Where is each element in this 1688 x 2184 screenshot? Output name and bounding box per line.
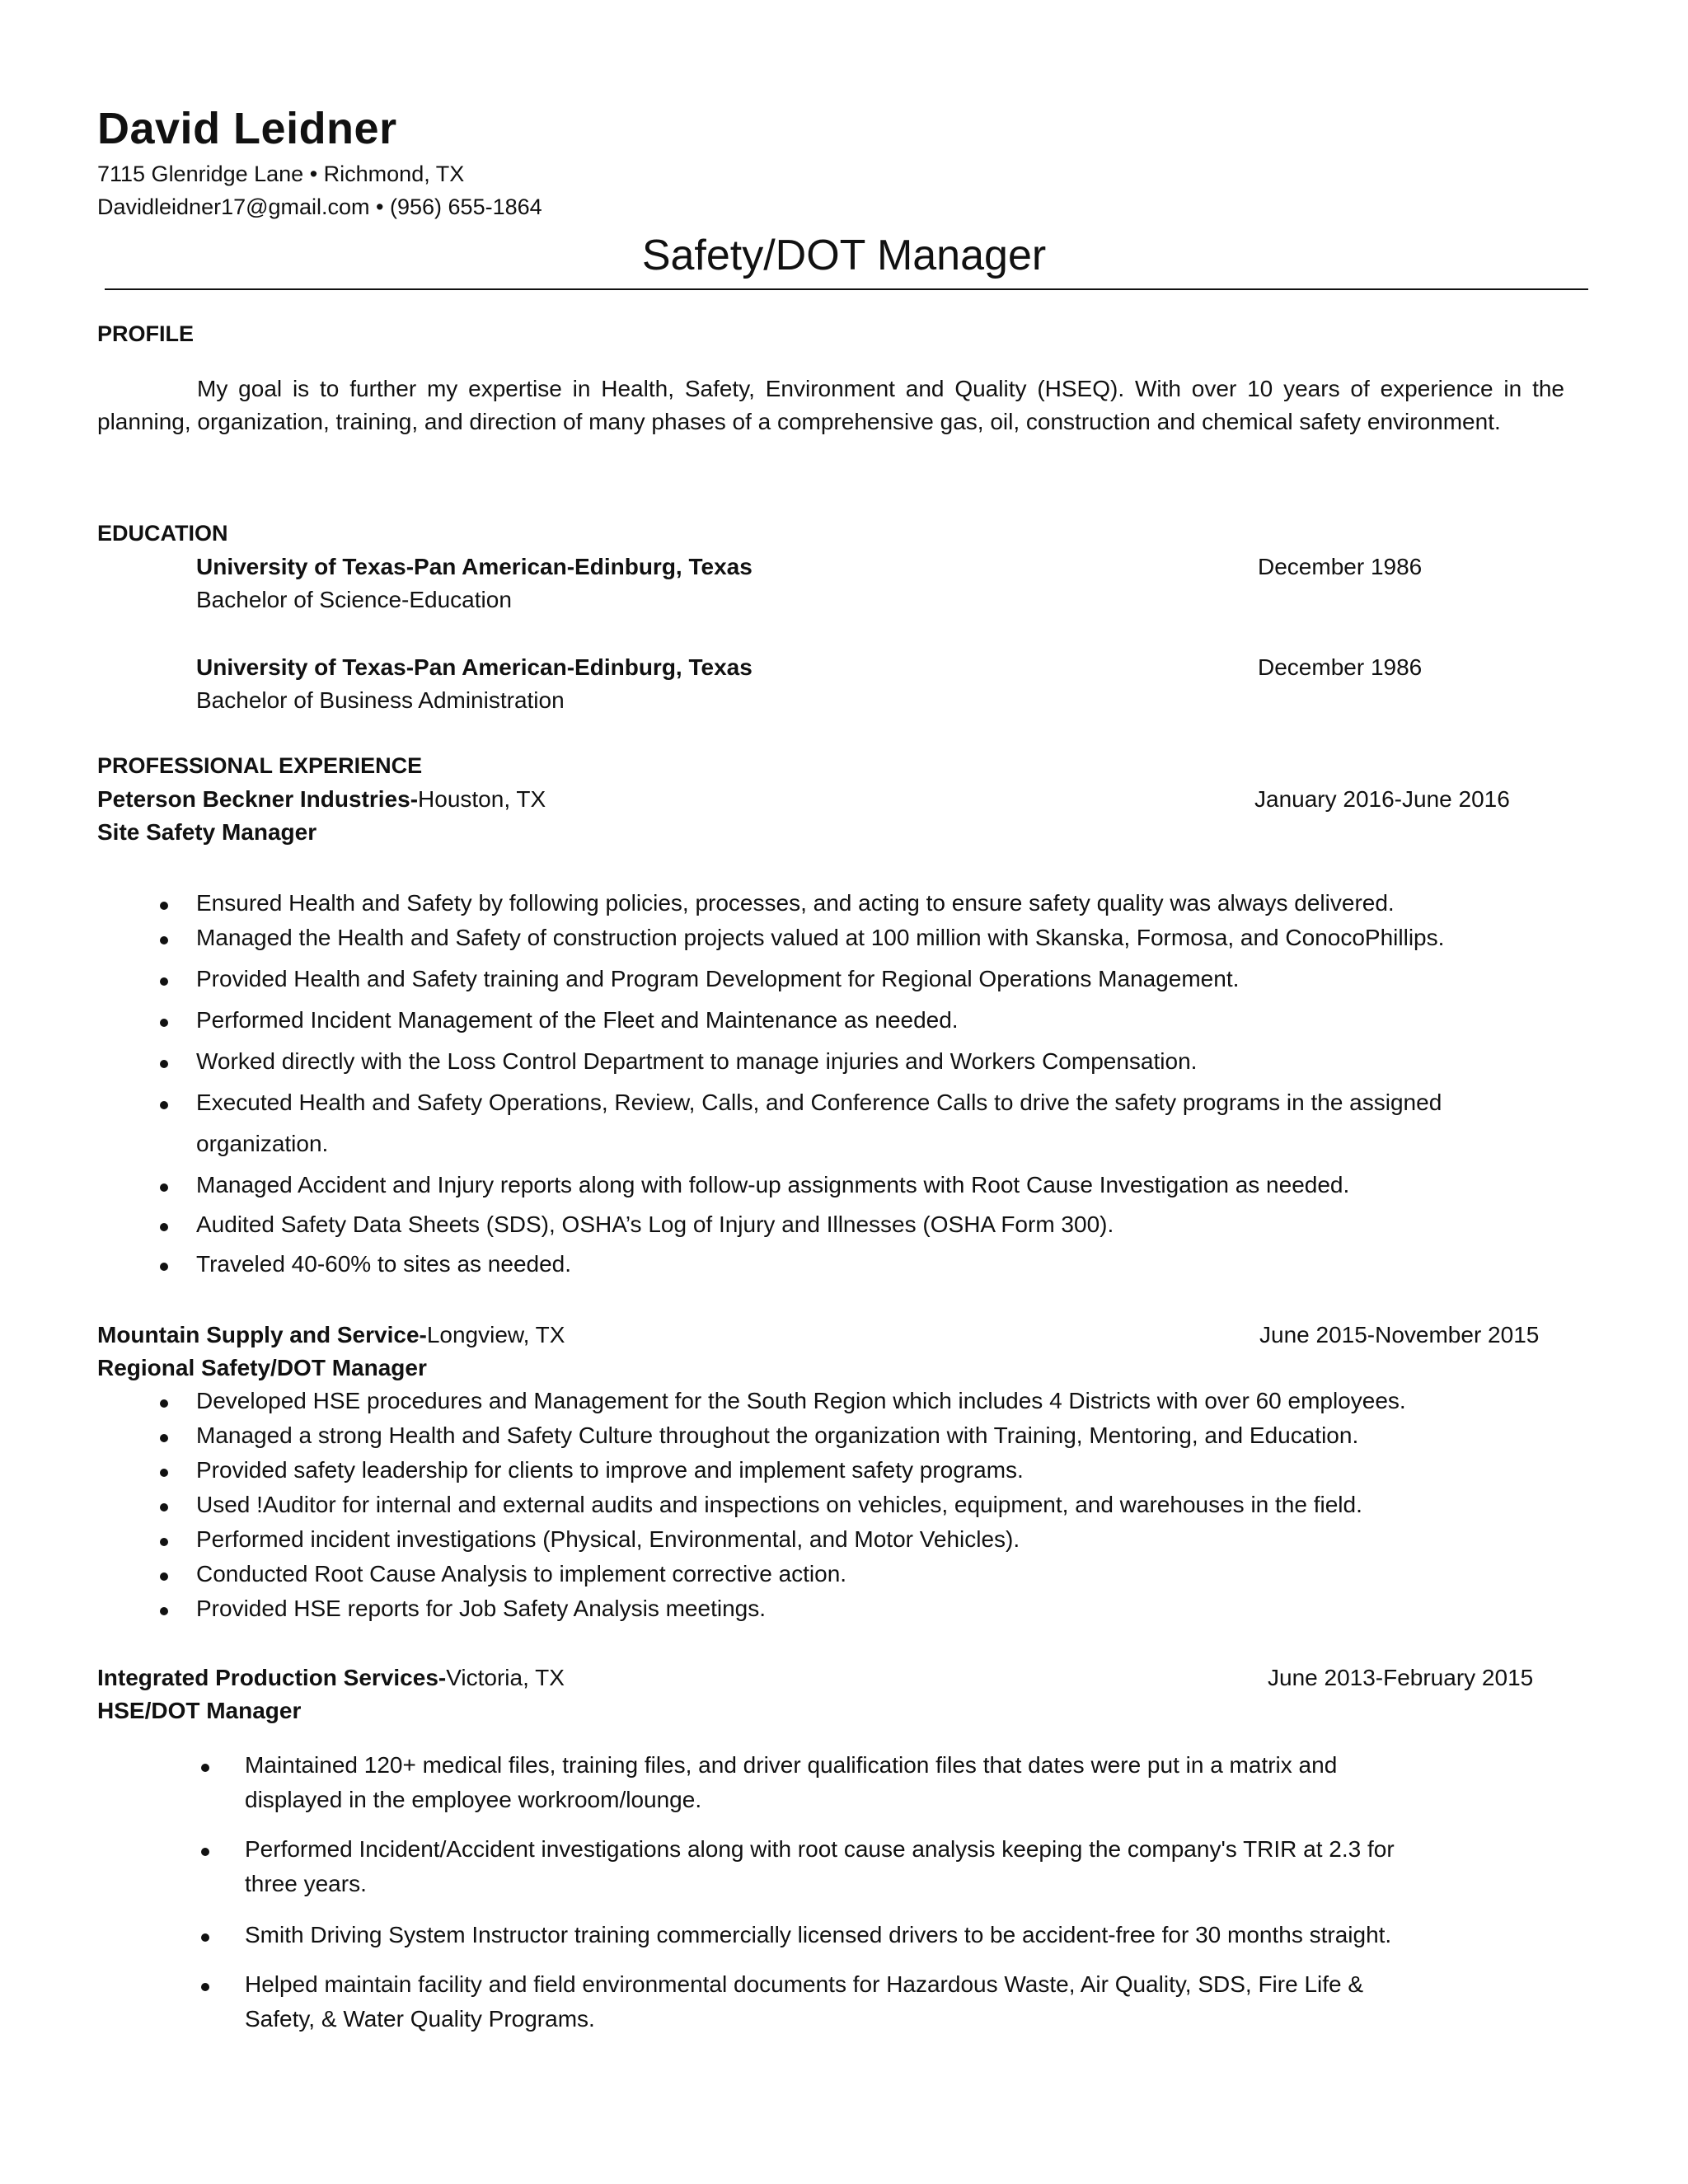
bullet-dot [160,1223,168,1231]
job-bullet: Provided HSE reports for Job Safety Analysis meetings. [196,1596,766,1621]
profile-heading: PROFILE [97,321,195,346]
job-role: HSE/DOT Manager [97,1698,302,1723]
bullet-dot [160,1503,168,1511]
job-bullet: Ensured Health and Safety by following policies, processes, and acting to ensure safety quality was always delivered. [196,890,1395,916]
job-bullet: Executed Health and Safety Operations, Review, Calls, and Conference Calls to drive the safety programs in the assigned [196,1090,1442,1115]
bullet-dot [160,1538,168,1546]
job-bullet-continuation: displayed in the employee workroom/lounge. [245,1787,702,1812]
job-bullet: Conducted Root Cause Analysis to implement corrective action. [196,1561,847,1586]
education-degree: Bachelor of Science-Education [196,587,512,612]
education-school: University of Texas-Pan American-Edinburg, Texas [196,654,753,680]
profile-text: My goal is to further my expertise in Health, Safety, Environment and Quality (HSEQ). With over 10 years of experience in the planning, organization, training, and direction of many phases of a comprehensive gas, oil, construction and chemical safety environment. [97,376,1564,434]
job-date: June 2015-November 2015 [1259,1322,1540,1347]
education-school: University of Texas-Pan American-Edinburg, Texas [196,554,753,579]
bullet-dot [201,1933,209,1942]
header-divider [105,288,1588,290]
job-bullet: Worked directly with the Loss Control Department to manage injuries and Workers Compensation. [196,1048,1198,1074]
job-location: Victoria, TX [446,1665,565,1690]
bullet-dot [201,1848,209,1856]
job-header [97,786,546,813]
bullet-dot [160,1263,168,1271]
job-bullet-continuation: Safety, & Water Quality Programs. [245,2006,595,2032]
bullet-dot [160,902,168,910]
job-bullet: Managed the Health and Safety of construction projects valued at 100 million with Skanska, Formosa, and ConocoPhillips. [196,925,1445,950]
experience-heading: PROFESSIONAL EXPERIENCE [97,753,423,778]
bullet-dot [160,1399,168,1408]
job-bullet: Managed Accident and Injury reports along with follow-up assignments with Root Cause Investigation as needed. [196,1172,1350,1197]
job-bullet: Managed a strong Health and Safety Culture throughout the organization with Training, Mentoring, and Education. [196,1422,1359,1448]
bullet-dot [201,1983,209,1991]
bullet-dot [160,1434,168,1442]
education-date: December 1986 [1258,654,1423,680]
job-company: Mountain Supply and Service- [97,1322,427,1347]
job-bullet: Provided safety leadership for clients to improve and implement safety programs. [196,1457,1024,1483]
bullet-dot [160,1607,168,1615]
job-bullet: Audited Safety Data Sheets (SDS), OSHA’s Log of Injury and Illnesses (OSHA Form 300). [196,1212,1114,1237]
job-bullet: Performed Incident Management of the Fleet and Maintenance as needed. [196,1007,959,1033]
job-bullet: Performed Incident/Accident investigations along with root cause analysis keeping the company's TRIR at 2.3 for [245,1836,1395,1862]
job-bullet: Used !Auditor for internal and external audits and inspections on vehicles, equipment, and warehouses in the field. [196,1492,1362,1517]
job-role: Regional Safety/DOT Manager [97,1355,427,1380]
address-line: 7115 Glenridge Lane • Richmond, TX [97,162,465,186]
bullet-dot [160,1469,168,1477]
bullet-dot [201,1764,209,1772]
job-company: Integrated Production Services- [97,1665,447,1690]
candidate-name: David Leidner [97,104,397,153]
job-bullet: Maintained 120+ medical files, training files, and driver qualification files that dates were put in a matrix and [245,1752,1338,1778]
bullet-dot [160,1101,168,1109]
job-bullet-continuation: three years. [245,1871,367,1896]
job-location: Longview, TX [426,1322,565,1347]
email-phone-line: Davidleidner17@gmail.com • (956) 655-1864 [97,194,542,219]
education-heading: EDUCATION [97,521,228,546]
bullet-dot [160,1183,168,1192]
job-header [97,1322,565,1348]
job-bullet-continuation: organization. [196,1131,329,1156]
bullet-dot [160,1019,168,1027]
job-bullet: Performed incident investigations (Physical, Environmental, and Motor Vehicles). [196,1526,1020,1552]
education-date: December 1986 [1258,554,1423,579]
job-date: January 2016-June 2016 [1254,786,1510,812]
job-location: Houston, TX [418,786,546,812]
job-role: Site Safety Manager [97,819,317,845]
bullet-dot [160,936,168,944]
education-degree: Bachelor of Business Administration [196,687,565,713]
job-bullet: Provided Health and Safety training and Program Development for Regional Operations Management. [196,966,1240,991]
bullet-dot [160,1060,168,1068]
job-bullet: Smith Driving System Instructor training commercially licensed drivers to be accident-free for 30 months straight. [245,1922,1392,1947]
job-bullet: Traveled 40-60% to sites as needed. [196,1251,572,1277]
job-date: June 2013-February 2015 [1268,1665,1534,1690]
job-company: Peterson Beckner Industries- [97,786,419,812]
job-bullet: Developed HSE procedures and Management for the South Region which includes 4 Districts with over 60 employees. [196,1388,1406,1413]
resume-title: Safety/DOT Manager [641,232,1047,279]
bullet-dot [160,1572,168,1581]
job-header [97,1665,565,1691]
bullet-dot [160,977,168,986]
job-bullet: Helped maintain facility and field environmental documents for Hazardous Waste, Air Quality, SDS, Fire Life & [245,1971,1364,1997]
